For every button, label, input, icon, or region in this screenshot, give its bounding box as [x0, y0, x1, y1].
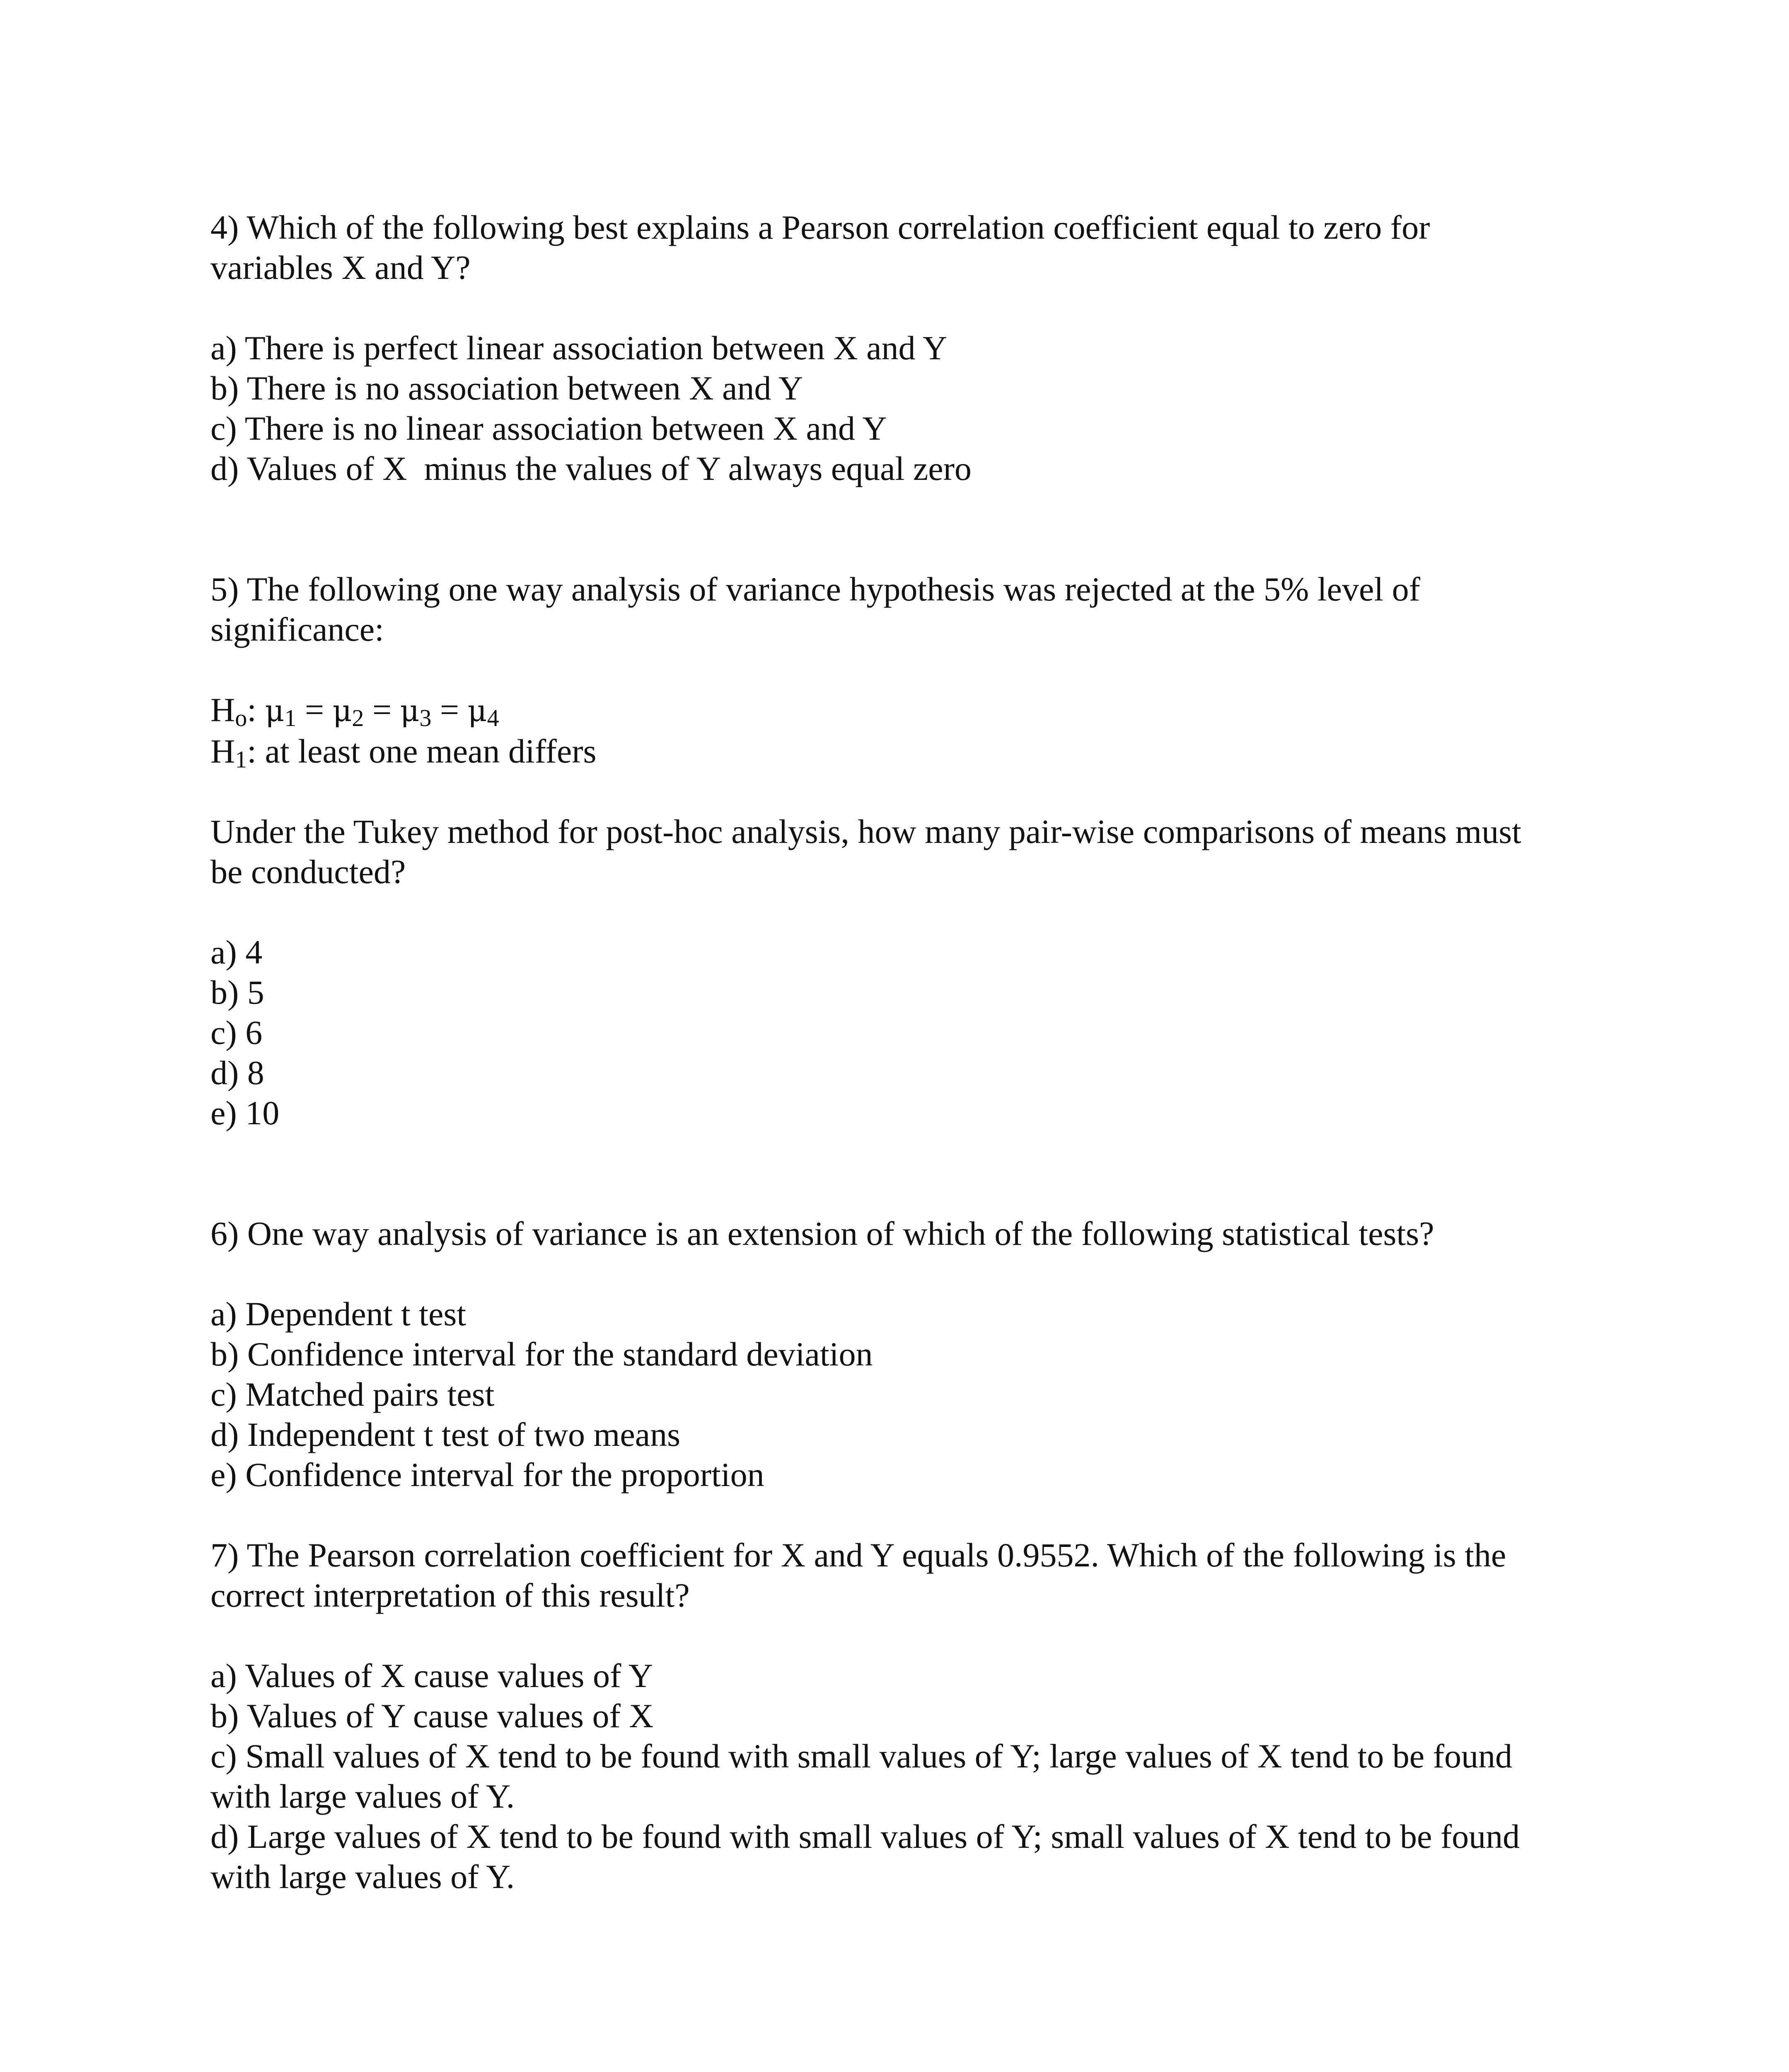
- question-7-option-c-line-1: c) Small values of X tend to be found with small values of Y; large values of X tend to be found: [210, 1737, 1512, 1775]
- question-4-option-b: b) There is no association between X and Y: [210, 369, 803, 407]
- document-page: [210, 207, 1598, 1897]
- question-5-options: [210, 932, 1598, 1133]
- h0-label: H: [210, 691, 235, 729]
- question-5-stem-line-1: 5) The following one way analysis of variance hypothesis was rejected at the 5% level of: [210, 570, 1420, 608]
- mu-symbol: μ: [265, 693, 285, 728]
- mu-symbol: μ: [467, 693, 487, 728]
- question-4-options: [210, 328, 1598, 489]
- spacer: [210, 1133, 1598, 1213]
- h1-text: at least one mean differs: [265, 732, 597, 770]
- alternative-hypothesis: $H_1$: at least one mean differs: [210, 732, 597, 773]
- question-6: [210, 1213, 1598, 1495]
- h0-subscript: o: [235, 704, 247, 731]
- question-6-option-b: b) Confidence interval for the standard deviation: [210, 1335, 873, 1373]
- mu-subscript: 4: [487, 704, 499, 731]
- question-7-stem-line-2: correct interpretation of this result?: [210, 1576, 690, 1614]
- question-7-options: [210, 1656, 1598, 1897]
- spacer: [210, 1495, 1598, 1535]
- hypotheses: [210, 690, 1598, 771]
- question-6-option-d: d) Independent t test of two means: [210, 1416, 681, 1453]
- question-7-option-c-line-2: with large values of Y.: [210, 1777, 515, 1815]
- question-5-followup: [210, 811, 1598, 892]
- h1-subscript: 1: [235, 746, 247, 773]
- question-5-option-c: c) 6: [210, 1014, 263, 1051]
- question-7-stem-line-1: 7) The Pearson correlation coefficient for X and Y equals 0.9552. Which of the following is the: [210, 1536, 1506, 1574]
- question-7-option-d-line-2: with large values of Y.: [210, 1858, 515, 1895]
- question-7-option-a: a) Values of X cause values of Y: [210, 1657, 653, 1694]
- question-6-option-e: e) Confidence interval for the proportion: [210, 1456, 764, 1493]
- question-5-option-d: d) 8: [210, 1054, 264, 1092]
- question-6-option-a: a) Dependent t test: [210, 1295, 467, 1333]
- mu-subscript: 2: [352, 704, 364, 731]
- null-hypothesis: $H_o$: $\mu_1 = \mu_2 = \mu_3 = \mu_4$: [210, 691, 499, 731]
- question-4-option-a: a) There is perfect linear association between X and Y: [210, 329, 948, 367]
- question-6-options: [210, 1294, 1598, 1495]
- question-6-stem-line-1: 6) One way analysis of variance is an extension of which of the following statistical tests?: [210, 1215, 1434, 1252]
- mu-symbol: μ: [400, 693, 420, 728]
- question-5-option-e: e) 10: [210, 1094, 280, 1132]
- question-5-followup-line-2: be conducted?: [210, 853, 406, 891]
- question-7-option-d-line-1: d) Large values of X tend to be found with small values of Y; small values of X tend to be found: [210, 1818, 1520, 1855]
- question-5-followup-line-1: Under the Tukey method for post-hoc analysis, how many pair-wise comparisons of means must: [210, 813, 1521, 850]
- mu-subscript: 1: [284, 704, 297, 731]
- h1-label: H: [210, 732, 235, 770]
- question-7: [210, 1535, 1598, 1897]
- question-5-option-a: a) 4: [210, 933, 263, 971]
- question-4-stem-line-1: 4) Which of the following best explains a Pearson correlation coefficient equal to zero for: [210, 208, 1430, 246]
- question-4-stem-line-2: variables X and Y?: [210, 249, 471, 286]
- question-7-option-b: b) Values of Y cause values of X: [210, 1697, 654, 1735]
- mu-symbol: μ: [332, 693, 352, 728]
- spacer: [210, 489, 1598, 569]
- question-4-option-d: d) Values of X minus the values of Y always equal zero: [210, 450, 972, 487]
- question-6-option-c: c) Matched pairs test: [210, 1375, 495, 1413]
- question-5: [210, 569, 1598, 1133]
- question-5-option-b: b) 5: [210, 973, 264, 1011]
- question-4: [210, 207, 1598, 489]
- mu-subscript: 3: [419, 704, 432, 731]
- question-5-stem-line-2: significance:: [210, 610, 384, 648]
- question-4-option-c: c) There is no linear association between X and Y: [210, 409, 887, 447]
